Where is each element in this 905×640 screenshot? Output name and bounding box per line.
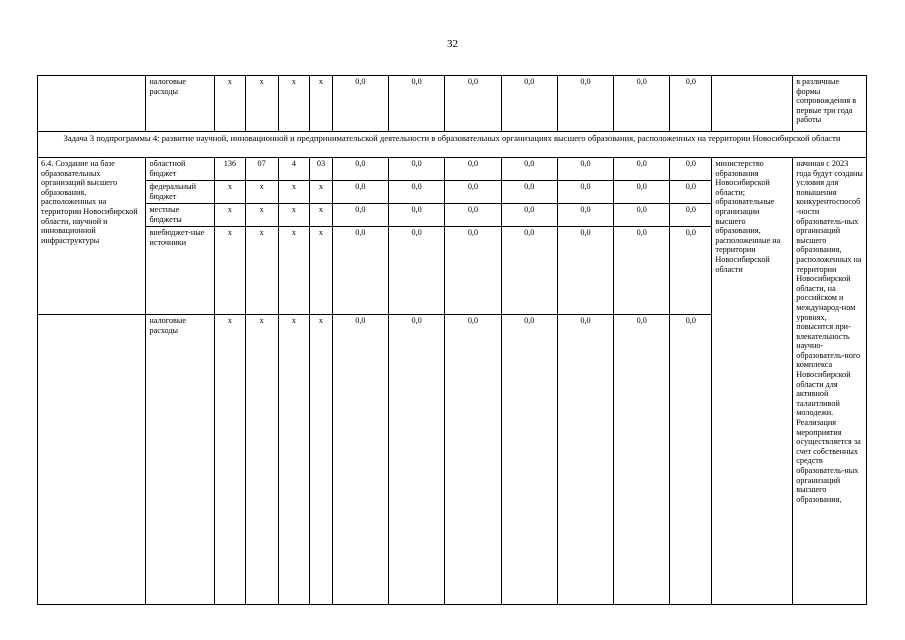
value-cell: 0,0 bbox=[389, 204, 445, 227]
code-cell: 4 bbox=[278, 158, 310, 181]
code-cell: х bbox=[278, 227, 310, 315]
code-cell: х bbox=[278, 204, 310, 227]
funding-source: налоговые расходы bbox=[146, 315, 215, 605]
code-cell: 07 bbox=[245, 158, 278, 181]
funding-source: федеральный бюджет bbox=[146, 181, 215, 204]
value-cell: 0,0 bbox=[445, 227, 501, 315]
code-cell: х bbox=[215, 227, 246, 315]
funding-source: налоговые расходы bbox=[146, 76, 215, 132]
value-cell: 0,0 bbox=[501, 204, 557, 227]
code-cell: х bbox=[310, 315, 333, 605]
value-cell: 0,0 bbox=[670, 204, 712, 227]
code-cell: х bbox=[278, 181, 310, 204]
value-cell: 0,0 bbox=[445, 181, 501, 204]
value-cell: 0,0 bbox=[332, 158, 388, 181]
value-cell: 0,0 bbox=[445, 204, 501, 227]
activity-cell-continued bbox=[38, 315, 146, 605]
value-cell: 0,0 bbox=[557, 76, 613, 132]
code-cell: х bbox=[310, 204, 333, 227]
value-cell: 0,0 bbox=[389, 76, 445, 132]
table-row bbox=[38, 76, 867, 132]
page-number: 32 bbox=[447, 38, 458, 50]
value-cell: 0,0 bbox=[445, 315, 501, 605]
value-cell: 0,0 bbox=[501, 315, 557, 605]
value-cell: 0,0 bbox=[557, 158, 613, 181]
value-cell: 0,0 bbox=[389, 181, 445, 204]
code-cell: х bbox=[310, 227, 333, 315]
value-cell: 0,0 bbox=[557, 315, 613, 605]
value-cell: 0,0 bbox=[614, 315, 670, 605]
value-cell: 0,0 bbox=[670, 158, 712, 181]
code-cell: х bbox=[245, 227, 278, 315]
code-cell: х bbox=[245, 181, 278, 204]
code-cell: 136 bbox=[215, 158, 246, 181]
value-cell: 0,0 bbox=[445, 76, 501, 132]
code-cell: х bbox=[310, 181, 333, 204]
activity-name: 6.4. Создание на базе образовательных организаций высшего образования, расположенных на территории Новосибирской области, научной и инновационной инфраструктуры bbox=[38, 158, 146, 315]
value-cell: 0,0 bbox=[332, 181, 388, 204]
task-heading-row bbox=[38, 132, 867, 158]
code-cell: х bbox=[215, 76, 246, 132]
code-cell: х bbox=[245, 315, 278, 605]
value-cell: 0,0 bbox=[501, 227, 557, 315]
value-cell: 0,0 bbox=[670, 227, 712, 315]
value-cell: 0,0 bbox=[614, 227, 670, 315]
code-cell: х bbox=[245, 76, 278, 132]
value-cell: 0,0 bbox=[389, 227, 445, 315]
value-cell: 0,0 bbox=[389, 158, 445, 181]
value-cell: 0,0 bbox=[332, 315, 388, 605]
activity-cell-empty bbox=[38, 76, 146, 132]
code-cell: х bbox=[278, 315, 310, 605]
result-cell: в различные формы сопровождения в первые три года работы bbox=[793, 76, 867, 132]
code-cell: х bbox=[245, 204, 278, 227]
value-cell: 0,0 bbox=[670, 315, 712, 605]
code-cell: х bbox=[310, 76, 333, 132]
funding-source: внебюджет-ные источники bbox=[146, 227, 215, 315]
result-cell: начиная с 2023 года будут созданы условия для повышения конкурентоспособ-ности образователь-ных организаций высшего образования, расположенных на территории Новосибирской области, на российском и международ-ном уровнях, повысится при-влекательность научно-образователь-ного комплекса Новосибирской области для активной талантливой молодежи. Реализация мероприятия осуществляется за счет собственных средств образователь-ных организаций высшего образования, bbox=[793, 158, 867, 605]
executor-cell-empty bbox=[712, 76, 793, 132]
code-cell: х bbox=[215, 181, 246, 204]
value-cell: 0,0 bbox=[332, 204, 388, 227]
value-cell: 0,0 bbox=[557, 204, 613, 227]
value-cell: 0,0 bbox=[501, 158, 557, 181]
value-cell: 0,0 bbox=[614, 76, 670, 132]
funding-source: областной бюджет bbox=[146, 158, 215, 181]
value-cell: 0,0 bbox=[670, 181, 712, 204]
task-heading: Задача 3 подпрограммы 4: развитие научной, инновационной и предпринимательской деятельности в образовательных организациях высшего образования, расположенных на территории Новосибирской области bbox=[38, 132, 867, 158]
program-table bbox=[37, 75, 867, 605]
value-cell: 0,0 bbox=[332, 227, 388, 315]
value-cell: 0,0 bbox=[501, 76, 557, 132]
value-cell: 0,0 bbox=[332, 76, 388, 132]
value-cell: 0,0 bbox=[614, 181, 670, 204]
value-cell: 0,0 bbox=[557, 181, 613, 204]
value-cell: 0,0 bbox=[501, 181, 557, 204]
code-cell: х bbox=[278, 76, 310, 132]
value-cell: 0,0 bbox=[670, 76, 712, 132]
value-cell: 0,0 bbox=[557, 227, 613, 315]
code-cell: х bbox=[215, 204, 246, 227]
value-cell: 0,0 bbox=[445, 158, 501, 181]
code-cell: 03 bbox=[310, 158, 333, 181]
executor-cell: министерство образования Новосибирской области; образовательные организации высшего образования, расположенные на территории Новосибирской области bbox=[712, 158, 793, 605]
value-cell: 0,0 bbox=[614, 204, 670, 227]
table-row bbox=[38, 158, 867, 181]
value-cell: 0,0 bbox=[389, 315, 445, 605]
value-cell: 0,0 bbox=[614, 158, 670, 181]
code-cell: х bbox=[215, 315, 246, 605]
funding-source: местные бюджеты bbox=[146, 204, 215, 227]
